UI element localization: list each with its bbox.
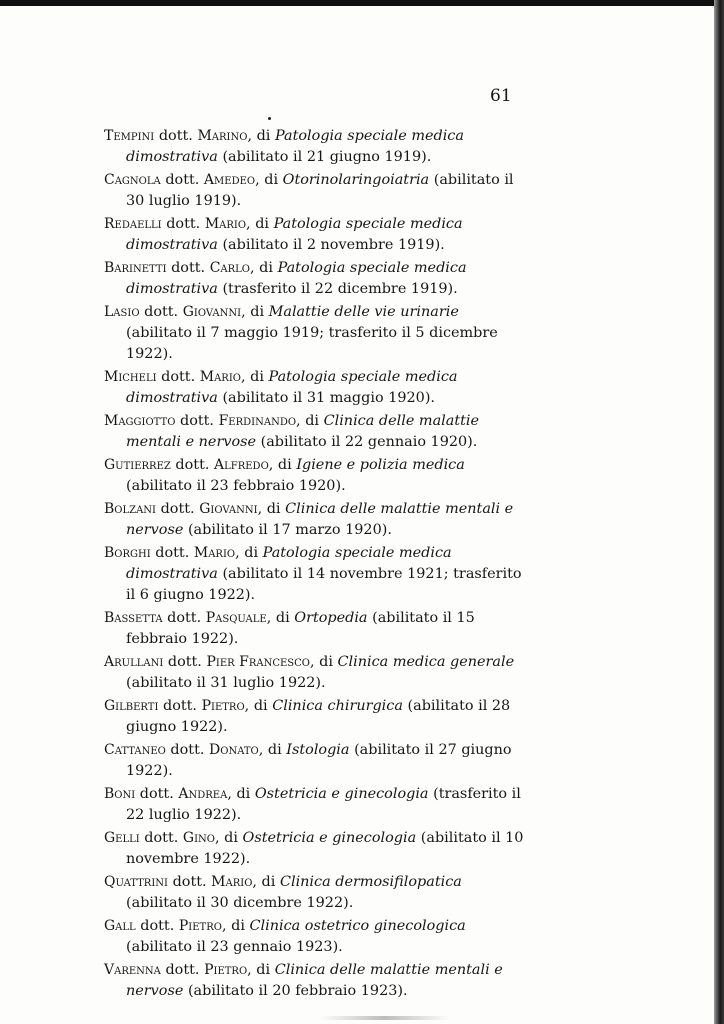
entry-surname: Borghi [104, 545, 151, 561]
entry-subject: Patologia speciale medica dimostrativa [126, 216, 463, 253]
entry-surname: Gelli [104, 830, 140, 846]
page-right-edge [714, 0, 724, 1024]
entry-surname: Cagnola [104, 172, 161, 188]
entry-title: dott. [162, 698, 198, 714]
entry-title: dott. [158, 128, 193, 144]
list-item: Quattrini dott. Mario, di Clinica dermosifilopatica (abilitato il 30 dicembre 1922). [104, 874, 462, 911]
entry-given-name: Ferdinando [218, 413, 297, 429]
entry-note: (abilitato il 22 gennaio 1920). [260, 434, 478, 450]
ink-speck [268, 117, 271, 120]
entry-surname: Micheli [104, 369, 157, 385]
entry-title: dott. [139, 786, 174, 802]
entry-title: dott. [144, 830, 179, 846]
list-item: Gall dott. Pietro, di Clinica ostetrico ginecologica (abilitato il 23 gennaio 1923). [104, 918, 466, 955]
bottom-smudge [320, 1016, 450, 1020]
entry-note: (abilitato il 15 febbraio 1922). [126, 610, 475, 647]
list-item: Gilberti dott. Pietro, di Clinica chirurgica (abilitato il 28 giugno 1922). [104, 698, 511, 735]
list-item: Gutierrez dott. Alfredo, di Igiene e polizia medica (abilitato il 23 febbraio 1920). [104, 457, 465, 494]
entry-note: (abilitato il 20 febbraio 1923). [187, 983, 408, 999]
entry-subject: Ortopedia [294, 610, 368, 626]
entry-title: dott. [165, 172, 200, 188]
entry-note: (abilitato il 31 maggio 1920). [222, 390, 436, 406]
entry-note: (abilitato il 30 dicembre 1922). [126, 895, 354, 911]
entry-note: (abilitato il 30 luglio 1919). [126, 172, 514, 209]
entry-given-name: Carlo [209, 260, 251, 276]
entry-title: dott. [160, 501, 195, 517]
entry-subject: Patologia speciale medica dimostrativa [126, 369, 458, 406]
entry-given-name: Mario [204, 216, 247, 232]
entry-title: dott. [144, 304, 179, 320]
entry-surname: Redaelli [104, 216, 162, 232]
entry-given-name: Marino [197, 128, 248, 144]
entry-note: (abilitato il 23 gennaio 1923). [126, 939, 343, 955]
list-item: Bassetta dott. Pasquale, di Ortopedia (abilitato il 15 febbraio 1922). [104, 610, 475, 647]
entry-note: (abilitato il 14 novembre 1921; trasferito il 6 giugno 1922). [126, 566, 522, 603]
list-item: Cagnola dott. Amedeo, di Otorinolaringoiatria (abilitato il 30 luglio 1919). [104, 172, 514, 209]
entry-surname: Arullani [104, 654, 164, 670]
entry-subject: Igiene e polizia medica [296, 457, 465, 473]
entry-subject: Clinica delle malattie mentali e nervose [126, 413, 480, 450]
entry-given-name: Andrea [178, 786, 228, 802]
entry-note: (abilitato il 31 luglio 1922). [126, 675, 326, 691]
entry-surname: Barinetti [104, 260, 167, 276]
list-item: Redaelli dott. Mario, di Patologia speciale medica dimostrativa (abilitato il 2 novembre 1919). [104, 216, 463, 253]
entry-given-name: Pier Francesco [206, 654, 310, 670]
entry-title: dott. [166, 216, 201, 232]
list-item: Cattaneo dott. Donato, di Istologia (abilitato il 27 giugno 1922). [104, 742, 512, 779]
entry-given-name: Pietro [178, 918, 222, 934]
entry-title: dott. [155, 545, 190, 561]
entry-note: (abilitato il 23 febbraio 1920). [126, 478, 346, 494]
page-top-edge [0, 0, 724, 6]
entry-surname: Gall [104, 918, 136, 934]
entry-surname: Gutierrez [104, 457, 171, 473]
entry-subject: Clinica ostetrico ginecologica [249, 918, 466, 934]
entry-given-name: Pasquale [205, 610, 267, 626]
entry-title: dott. [161, 369, 196, 385]
entry-given-name: Giovanni [199, 501, 258, 517]
list-item: Gelli dott. Gino, di Ostetricia e ginecologia (abilitato il 10 novembre 1922). [104, 830, 524, 867]
entry-note: (abilitato il 21 giugno 1919). [222, 149, 432, 165]
list-item: Barinetti dott. Carlo, di Patologia speciale medica dimostrativa (trasferito il 22 dicembre 1919). [104, 260, 467, 297]
entry-subject: Malattie delle vie urinarie [268, 304, 459, 320]
entry-note: (trasferito il 22 dicembre 1919). [222, 281, 458, 297]
entry-title: dott. [175, 457, 210, 473]
list-item: Tempini dott. Marino, di Patologia speciale medica dimostrativa (abilitato il 21 giugno 1919). [104, 128, 464, 165]
entry-surname: Cattaneo [104, 742, 166, 758]
entry-subject: Istologia [286, 742, 350, 758]
entry-subject: Ostetricia e ginecologia [242, 830, 417, 846]
entry-title: dott. [179, 413, 215, 429]
entry-given-name: Amedeo [203, 172, 256, 188]
entry-subject: Clinica chirurgica [272, 698, 403, 714]
entry-title: dott. [170, 742, 205, 758]
entry-given-name: Donato [209, 742, 259, 758]
entry-list [104, 126, 529, 1004]
entry-subject: Clinica medica generale [337, 654, 515, 670]
entry-note: (abilitato il 10 novembre 1922). [126, 830, 524, 867]
entry-given-name: Mario [211, 874, 253, 890]
entry-surname: Boni [104, 786, 136, 802]
entry-surname: Tempini [104, 128, 155, 144]
entry-surname: Bassetta [104, 610, 163, 626]
page-number: 61 [490, 86, 512, 106]
entry-note: (abilitato il 2 novembre 1919). [222, 237, 445, 253]
list-item: Borghi dott. Mario, di Patologia speciale medica dimostrativa (abilitato il 14 novembre 1921; trasferito il 6 giugno 1922). [104, 545, 522, 603]
entry-given-name: Alfredo [214, 457, 269, 473]
entry-note: (abilitato il 17 marzo 1920). [187, 522, 392, 538]
list-item: Micheli dott. Mario, di Patologia speciale medica dimostrativa (abilitato il 31 maggio 1920). [104, 369, 458, 406]
entry-title: dott. [165, 962, 200, 978]
entry-subject: Clinica delle malattie mentali e nervose [126, 962, 503, 999]
entry-given-name: Pietro [201, 698, 245, 714]
entry-note: (abilitato il 28 giugno 1922). [126, 698, 511, 735]
entry-surname: Lasio [104, 304, 140, 320]
entry-subject: Ostetricia e ginecologia [254, 786, 429, 802]
list-item: Varenna dott. Pietro, di Clinica delle malattie mentali e nervose (abilitato il 20 febbraio 1923). [104, 962, 503, 999]
entry-given-name: Mario [199, 369, 241, 385]
list-item: Bolzani dott. Giovanni, di Clinica delle malattie mentali e nervose (abilitato il 17 marzo 1920). [104, 501, 514, 538]
entry-given-name: Pietro [204, 962, 248, 978]
entry-subject: Clinica delle malattie mentali e nervose [126, 501, 514, 538]
entry-subject: Patologia speciale medica dimostrativa [126, 545, 452, 582]
entry-subject: Clinica dermosifilopatica [279, 874, 462, 890]
entry-subject: Patologia speciale medica dimostrativa [126, 260, 467, 297]
entry-given-name: Giovanni [182, 304, 242, 320]
entry-note: (abilitato il 7 maggio 1919; trasferito il 5 dicembre 1922). [126, 325, 498, 362]
entry-surname: Quattrini [104, 874, 168, 890]
entry-surname: Bolzani [104, 501, 156, 517]
list-item: Lasio dott. Giovanni, di Malattie delle vie urinarie (abilitato il 7 maggio 1919; trasferito il 5 dicembre 1922). [104, 304, 498, 362]
entry-surname: Gilberti [104, 698, 159, 714]
entry-surname: Varenna [104, 962, 161, 978]
entry-title: dott. [140, 918, 175, 934]
entry-title: dott. [167, 610, 202, 626]
entry-subject: Patologia speciale medica dimostrativa [126, 128, 464, 165]
list-item: Arullani dott. Pier Francesco, di Clinica medica generale (abilitato il 31 luglio 1922). [104, 654, 515, 691]
entry-given-name: Mario [193, 545, 236, 561]
list-item: Maggiotto dott. Ferdinando, di Clinica delle malattie mentali e nervose (abilitato il 22 gennaio 1920). [104, 413, 480, 450]
entry-note: (abilitato il 27 giugno 1922). [126, 742, 512, 779]
entry-title: dott. [172, 874, 207, 890]
entry-title: dott. [167, 654, 202, 670]
entry-given-name: Gino [182, 830, 215, 846]
list-item: Boni dott. Andrea, di Ostetricia e ginecologia (trasferito il 22 luglio 1922). [104, 786, 521, 823]
entry-subject: Otorinolaringoiatria [282, 172, 430, 188]
entry-title: dott. [171, 260, 206, 276]
entry-note: (trasferito il 22 luglio 1922). [126, 786, 521, 823]
entry-surname: Maggiotto [104, 413, 176, 429]
